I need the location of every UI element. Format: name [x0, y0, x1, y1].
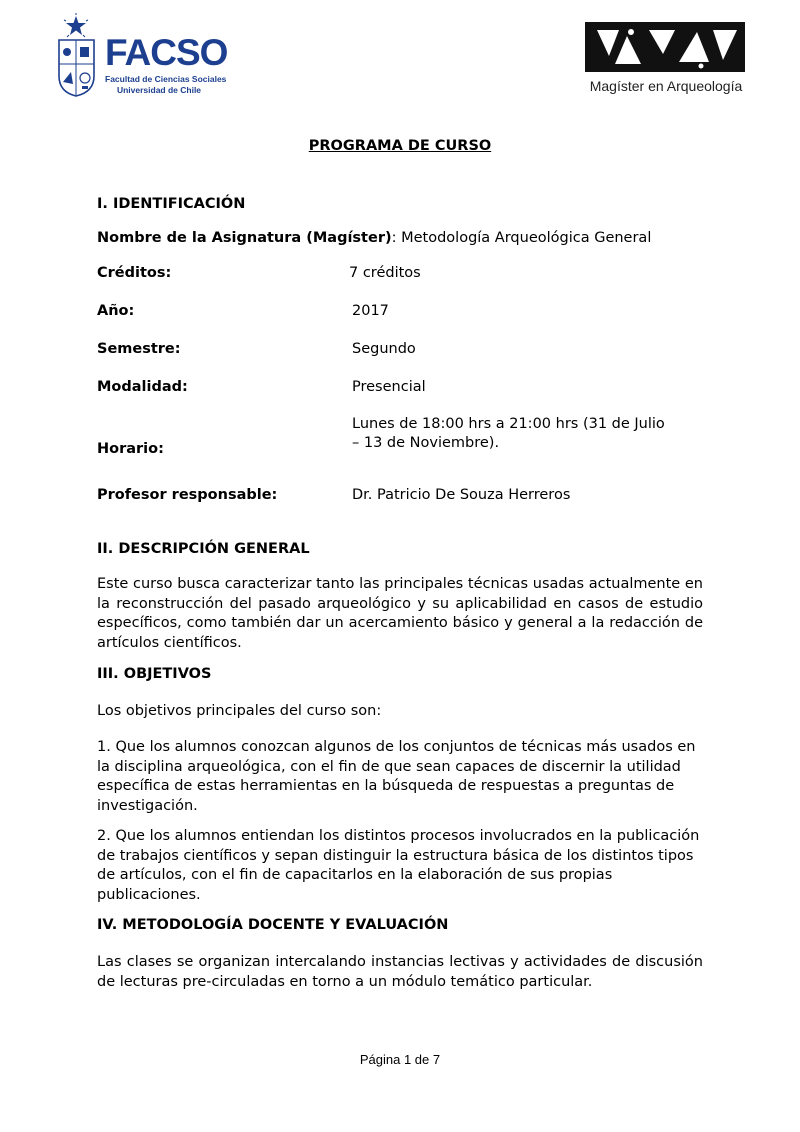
description-paragraph: Este curso busca caracterizar tanto las principales técnicas usadas actualmente en la reconstrucción del pasado arqueológico y su aplicabilidad en casos de estudio específicos, como también dar un acercamiento básico y general a la redacción de artículos científicos. — [97, 576, 703, 651]
section-identificacion-heading: I. IDENTIFICACIÓN — [97, 196, 246, 212]
section-metodologia-heading: IV. METODOLOGÍA DOCENTE Y EVALUACIÓN — [97, 917, 449, 933]
professor-value: Dr. Patricio De Souza Herreros — [352, 487, 571, 503]
facso-wordmark: FACSO — [105, 32, 228, 73]
subject-line — [97, 230, 651, 246]
section-objetivos-heading: III. OBJETIVOS — [97, 666, 212, 682]
facso-logo — [56, 12, 228, 100]
subject-value: : Metodología Arqueológica General — [391, 230, 652, 246]
modality-value: Presencial — [352, 379, 426, 395]
methodology-paragraph: Las clases se organizan intercalando instancias lectivas y actividades de discusión de lecturas pre-circuladas en torno a un módulo temático particular. — [97, 954, 703, 990]
page-title: PROGRAMA DE CURSO — [308, 138, 492, 154]
semester-value: Segundo — [352, 341, 416, 357]
schedule-value-line2: – 13 de Noviembre). — [352, 435, 500, 451]
professor-label: Profesor responsable: — [97, 487, 278, 503]
facso-faculty-name: Facultad de Ciencias Sociales — [105, 74, 227, 84]
schedule-value-line1: Lunes de 18:00 hrs a 21:00 hrs (31 de Julio — [352, 416, 665, 432]
objectives-intro: Los objetivos principales del curso son: — [97, 703, 382, 719]
semester-label: Semestre: — [97, 341, 181, 357]
year-value: 2017 — [352, 303, 389, 319]
objective-1: 1. Que los alumnos conozcan algunos de los conjuntos de técnicas más usados en la disciplina arqueológica, con el fin de que sean capaces de discernir la utilidad específica de estas herramientas en la búsqueda de respuestas a preguntas de investigación. — [97, 739, 696, 814]
subject-label: Nombre de la Asignatura (Magíster) — [97, 230, 392, 246]
section-descripcion-heading: II. DESCRIPCIÓN GENERAL — [97, 541, 310, 557]
page-number: Página 1 de 7 — [359, 1052, 441, 1067]
facso-university-name: Universidad de Chile — [116, 85, 202, 95]
schedule-label: Horario: — [97, 441, 164, 457]
magister-logo — [583, 20, 753, 100]
objective-2: 2. Que los alumnos entiendan los distintos procesos involucrados en la publicación de trabajos científicos y sepan distinguir la estructura básica de los distintos tipos de artículos, con el fin de capacitarlos en la elaboración de sus propias publicaciones. — [97, 828, 700, 903]
modality-label: Modalidad: — [97, 379, 188, 395]
magister-caption: Magíster en Arqueología — [589, 78, 743, 94]
archaeology-emblem-icon — [583, 20, 753, 76]
credits-value: 7 créditos — [349, 265, 421, 281]
credits-label: Créditos: — [97, 265, 172, 281]
year-label: Año: — [97, 303, 135, 319]
